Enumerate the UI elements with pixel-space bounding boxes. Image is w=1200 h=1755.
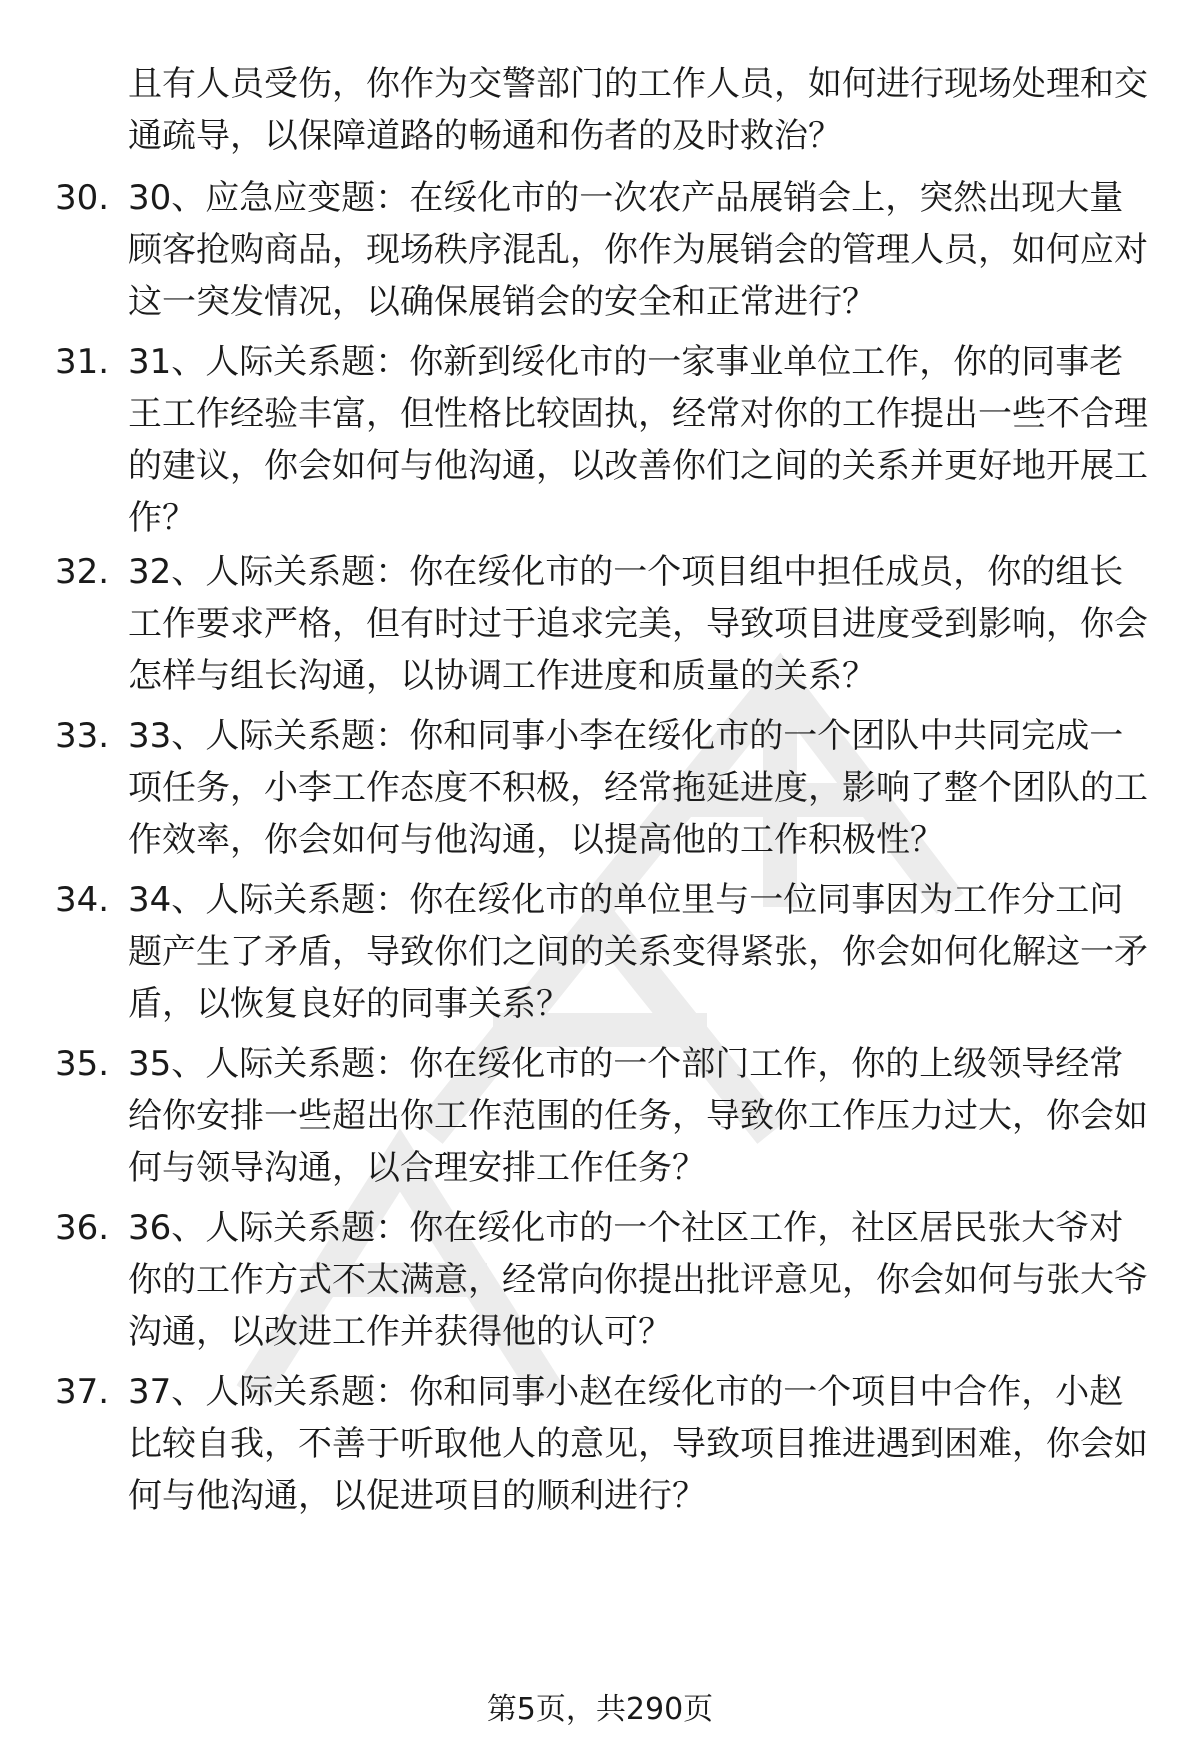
- item-number: 35.: [55, 1044, 110, 1084]
- item-text: 36、人际关系题：你在绥化市的一个社区工作，社区居民张大爷对你的工作方式不太满意，经常向你提出批评意见，你会如何与张大爷沟通，以改进工作并获得他的认可？: [128, 1208, 1148, 1352]
- item-text: 30、应急应变题：在绥化市的一次农产品展销会上，突然出现大量顾客抢购商品，现场秩序混乱，你作为展销会的管理人员，如何应对这一突发情况，以确保展销会的安全和正常进行？: [128, 178, 1148, 322]
- continuation-paragraph: 且有人员受伤，你作为交警部门的工作人员，如何进行现场处理和交通疏导，以保障道路的畅通和伤者的及时救治？: [128, 64, 1148, 156]
- item-text: 37、人际关系题：你和同事小赵在绥化市的一个项目中合作，小赵比较自我，不善于听取他人的意见，导致项目推进遇到困难，你会如何与他沟通，以促进项目的顺利进行？: [128, 1372, 1148, 1516]
- item-number: 34.: [55, 880, 110, 920]
- item-number: 32.: [55, 552, 110, 592]
- item-number: 31.: [55, 342, 110, 382]
- page-footer: 第5页，共290页: [486, 1692, 714, 1727]
- item-text: 31、人际关系题：你新到绥化市的一家事业单位工作，你的同事老王工作经验丰富，但性格比较固执，经常对你的工作提出一些不合理的建议，你会如何与他沟通，以改善你们之间的关系并更好地开展工作？: [128, 342, 1148, 538]
- item-number: 30.: [55, 178, 110, 218]
- item-text: 33、人际关系题：你和同事小李在绥化市的一个团队中共同完成一项任务，小李工作态度不积极，经常拖延进度，影响了整个团队的工作效率，你会如何与他沟通，以提高他的工作积极性？: [128, 716, 1148, 860]
- item-text: 34、人际关系题：你在绥化市的单位里与一位同事因为工作分工问题产生了矛盾，导致你们之间的关系变得紧张，你会如何化解这一矛盾，以恢复良好的同事关系？: [128, 880, 1148, 1024]
- item-number: 36.: [55, 1208, 110, 1248]
- item-text: 32、人际关系题：你在绥化市的一个项目组中担任成员，你的组长工作要求严格，但有时过于追求完美，导致项目进度受到影响，你会怎样与组长沟通，以协调工作进度和质量的关系？: [128, 552, 1148, 696]
- item-text: 35、人际关系题：你在绥化市的一个部门工作，你的上级领导经常给你安排一些超出你工作范围的任务，导致你工作压力过大，你会如何与领导沟通，以合理安排工作任务？: [128, 1044, 1148, 1188]
- item-number: 37.: [55, 1372, 110, 1412]
- item-number: 33.: [55, 716, 110, 756]
